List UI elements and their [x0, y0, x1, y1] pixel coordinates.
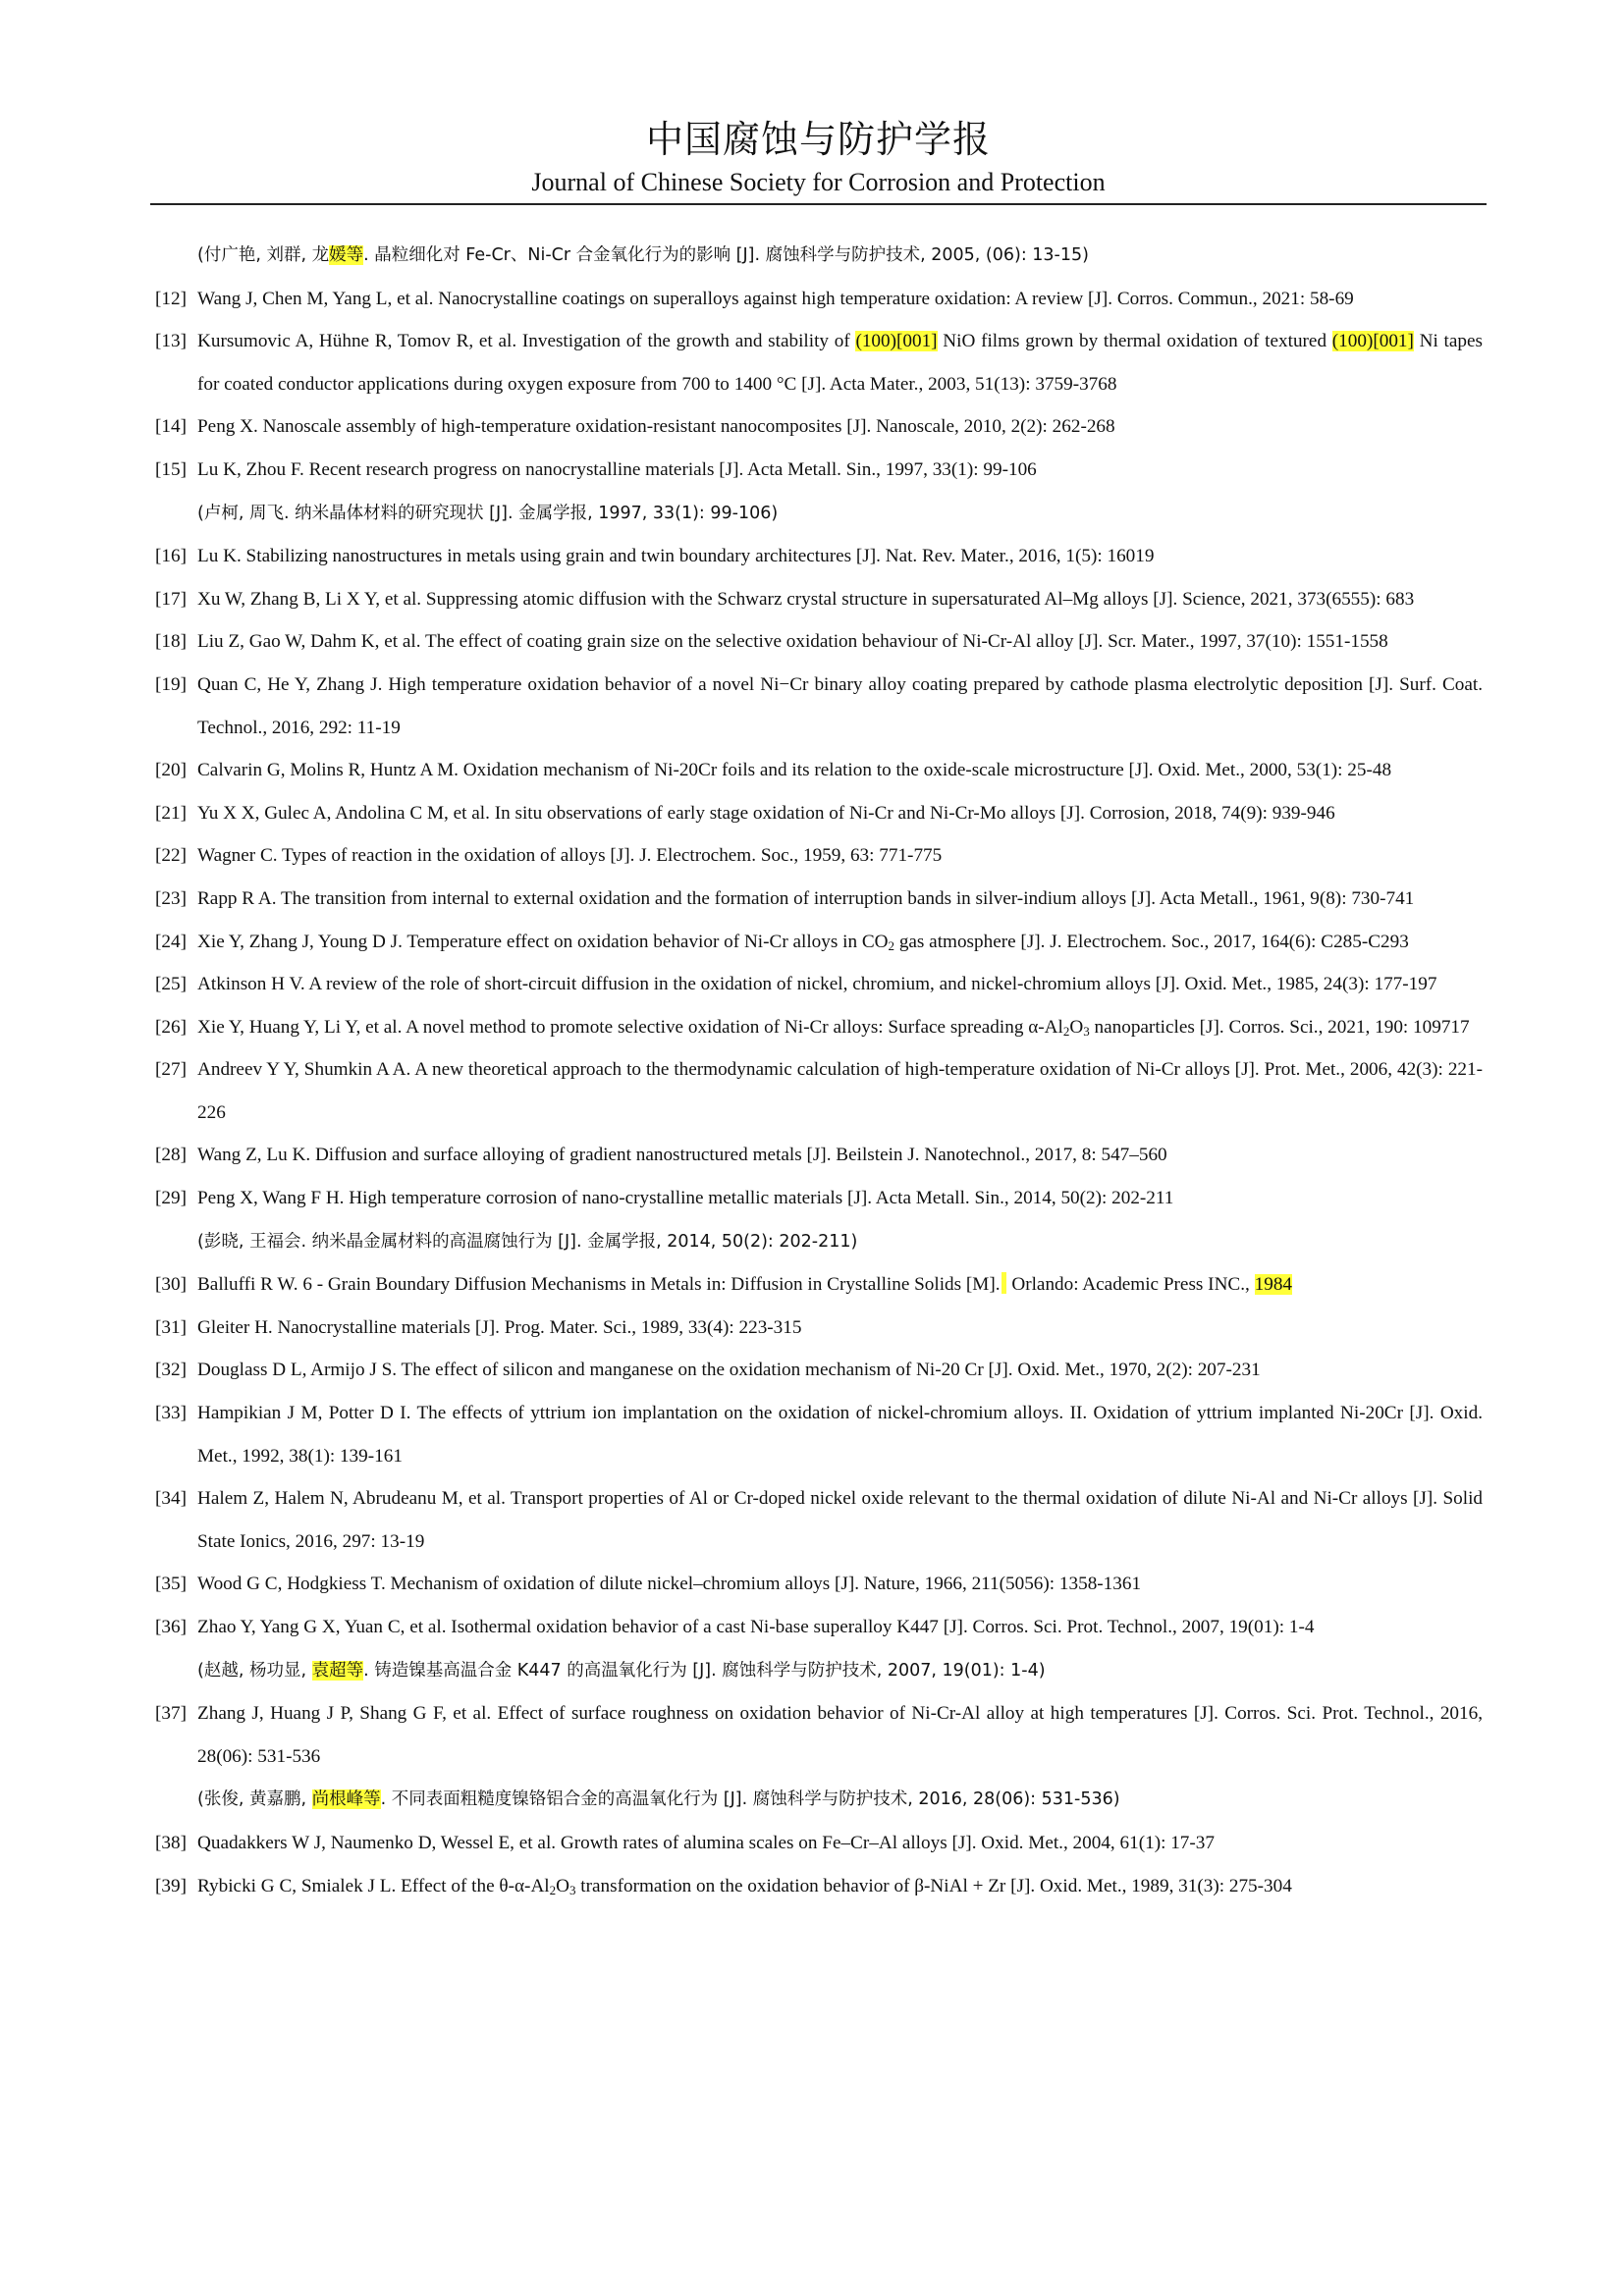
reference-item: [34] Halem Z, Halem N, Abrudeanu M, et al. Transport properties of Al or Cr-doped nickel oxide relevant to the thermal oxidation of dilute Ni-Al and Ni-Cr alloys [J]. Solid State Ionics, 2016, 297: 13-19	[155, 1488, 1483, 1552]
reference-item: [29] Peng X, Wang F H. High temperature corrosion of nano-crystalline metallic materials [J]. Acta Metall. Sin., 2014, 50(2): 202-211	[155, 1188, 1174, 1209]
reference-item: [16] Lu K. Stabilizing nanostructures in metals using grain and twin boundary architectures [J]. Nat. Rev. Mater., 2016, 1(5): 16019	[155, 546, 1155, 567]
journal-title-en: Journal of Chinese Society for Corrosion and Protection	[531, 168, 1106, 196]
reference-item: [20] Calvarin G, Molins R, Huntz A M. Oxidation mechanism of Ni-20Cr foils and its relation to the oxide-scale microstructure [J]. Oxid. Met., 2000, 53(1): 25-48	[155, 760, 1392, 781]
reference-item: [22] Wagner C. Types of reaction in the oxidation of alloys [J]. J. Electrochem. Soc., 1959, 63: 771-775	[155, 845, 943, 867]
reference-cn-translation: (张俊, 黄嘉鹏, 尚根峰等. 不同表面粗糙度镍铬铝合金的高温氧化行为 [J]. 腐蚀科学与防护技术, 2016, 28(06): 531-536)	[197, 1789, 1120, 1810]
highlight: 1984	[1254, 1274, 1292, 1296]
highlight: 媛等	[329, 245, 364, 265]
reference-item: [38] Quadakkers W J, Naumenko D, Wessel E, et al. Growth rates of alumina scales on Fe–Cr–Al alloys [J]. Oxid. Met., 2004, 61(1): 17-37	[155, 1832, 1215, 1853]
reference-item: [19] Quan C, He Y, Zhang J. High temperature oxidation behavior of a novel Ni−Cr binary alloy coating prepared by cathode plasma electrolytic deposition [J]. Surf. Coat. Technol., 2016, 292: 11-19	[155, 673, 1483, 738]
reference-item: [33] Hampikian J M, Potter D I. The effects of yttrium ion implantation on the oxidation of nickel-chromium alloys. II. Oxidation of yttrium implanted Ni-20Cr [J]. Oxid. Met., 1992, 38(1): 139-161	[155, 1403, 1483, 1467]
reference-item: [14] Peng X. Nanoscale assembly of high-temperature oxidation-resistant nanocomposites [J]. Nanoscale, 2010, 2(2): 262-268	[155, 416, 1115, 438]
journal-title-cn: 中国腐蚀与防护学报	[645, 118, 991, 161]
reference-item: [23] Rapp R A. The transition from internal to external oxidation and the formation of interruption bands in silver-indium alloys [J]. Acta Metall., 1961, 9(8): 730-741	[155, 887, 1415, 909]
reference-item: [32] Douglass D L, Armijo J S. The effect of silicon and manganese on the oxidation mechanism of Ni-20 Cr [J]. Oxid. Met., 1970, 2(2): 207-231	[155, 1360, 1261, 1381]
journal-header	[152, 116, 1485, 199]
highlight-mark	[1001, 1272, 1006, 1294]
highlight: 尚根峰等	[311, 1789, 381, 1810]
reference-item: [28] Wang Z, Lu K. Diffusion and surface alloying of gradient nanostructured metals [J]. Beilstein J. Nanotechnol., 2017, 8: 547–560	[155, 1145, 1167, 1166]
reference-item: [21] Yu X X, Gulec A, Andolina C M, et al. In situ observations of early stage oxidation of Ni-Cr and Ni-Cr-Mo alloys [J]. Corrosion, 2018, 74(9): 939-946	[155, 802, 1335, 824]
highlight: (100)[001]	[1331, 331, 1414, 352]
reference-item: [15] Lu K, Zhou F. Recent research progress on nanocrystalline materials [J]. Acta Metall. Sin., 1997, 33(1): 99-106	[155, 458, 1037, 480]
highlight: (100)[001]	[855, 331, 938, 352]
reference-item: [18] Liu Z, Gao W, Dahm K, et al. The effect of coating grain size on the selective oxidation behaviour of Ni-Cr-Al alloy [J]. Scr. Mater., 1997, 37(10): 1551-1558	[155, 631, 1388, 653]
reference-item: [36] Zhao Y, Yang G X, Yuan C, et al. Isothermal oxidation behavior of a cast Ni-base superalloy K447 [J]. Corros. Sci. Prot. Technol., 2007, 19(01): 1-4	[155, 1617, 1315, 1637]
reference-item: [27] Andreev Y Y, Shumkin A A. A new theoretical approach to the thermodynamic calculation of high-temperature oxidation of Ni-Cr alloys [J]. Prot. Met., 2006, 42(3): 221-226	[155, 1059, 1483, 1123]
reference-item: [13] Kursumovic A, Hühne R, Tomov R, et al. Investigation of the growth and stability of (100)[001] NiO films grown by thermal oxidation of textured (100)[001] Ni tapes for coated conductor applications during oxygen exposure from 700 to 1400 °C [J]. Acta Mater., 2003, 51(13): 3759-3768	[155, 331, 1483, 395]
reference-item: [30] Balluffi R W. 6 - Grain Boundary Diffusion Mechanisms in Metals in: Diffusion in Crystalline Solids [M]. Orlando: Academic Press INC., 1984	[155, 1274, 1292, 1296]
reference-cn-translation: (彭晓, 王福会. 纳米晶金属材料的高温腐蚀行为 [J]. 金属学报, 2014, 50(2): 202-211)	[197, 1231, 858, 1252]
reference-cn-translation: (付广艳, 刘群, 龙媛等. 晶粒细化对 Fe-Cr、Ni-Cr 合金氧化行为的影响 [J]. 腐蚀科学与防护技术, 2005, (06): 13-15)	[197, 245, 1089, 265]
header-rule	[150, 203, 1487, 205]
reference-item: [37] Zhang J, Huang J P, Shang G F, et al. Effect of surface roughness on oxidation behavior of Ni-Cr-Al alloy at high temperatures [J]. Corros. Sci. Prot. Technol., 2016, 28(06): 531-536	[155, 1703, 1483, 1767]
reference-item: [17] Xu W, Zhang B, Li X Y, et al. Suppressing atomic diffusion with the Schwarz crystal structure in supersaturated Al–Mg alloys [J]. Science, 2021, 373(6555): 683	[155, 588, 1415, 610]
reference-cn-translation: (卢柯, 周飞. 纳米晶体材料的研究现状 [J]. 金属学报, 1997, 33(1): 99-106)	[197, 503, 779, 523]
reference-item: [26] Xie Y, Huang Y, Li Y, et al. A novel method to promote selective oxidation of Ni-Cr alloys: Surface spreading $\alpha-Al_2O_3$ nanoparticles [J]. Corros. Sci., 2021, 190: 109717	[155, 1016, 1470, 1039]
reference-item: [24] Xie Y, Zhang J, Young D J. Temperature effect on oxidation behavior of Ni-Cr alloys in $CO_2$ gas atmosphere [J]. J. Electrochem. Soc., 2017, 164(6): C285-C293	[155, 931, 1409, 953]
reference-list	[155, 234, 1483, 1907]
reference-item: [25] Atkinson H V. A review of the role of short-circuit diffusion in the oxidation of nickel, chromium, and nickel-chromium alloys [J]. Oxid. Met., 1985, 24(3): 177-197	[155, 974, 1437, 995]
reference-item: [31] Gleiter H. Nanocrystalline materials [J]. Prog. Mater. Sci., 1989, 33(4): 223-315	[155, 1316, 802, 1338]
reference-item: [35] Wood G C, Hodgkiess T. Mechanism of oxidation of dilute nickel–chromium alloys [J]. Nature, 1966, 211(5056): 1358-1361	[155, 1574, 1142, 1595]
reference-cn-translation: (赵越, 杨功显, 袁超等. 铸造镍基高温合金 K447 的高温氧化行为 [J]. 腐蚀科学与防护技术, 2007, 19(01): 1-4)	[197, 1660, 1046, 1681]
reference-item: [39] Rybicki G C, Smialek J L. Effect of the $\theta-\alpha-Al_2O_3$ transformation on the oxidation behavior of β-NiAl + Zr [J]. Oxid. Met., 1989, 31(3): 275-304	[155, 1875, 1292, 1897]
highlight: 袁超等	[311, 1660, 364, 1681]
reference-item: [12] Wang J, Chen M, Yang L, et al. Nanocrystalline coatings on superalloys against high temperature oxidation: A review [J]. Corros. Commun., 2021: 58-69	[155, 288, 1354, 309]
